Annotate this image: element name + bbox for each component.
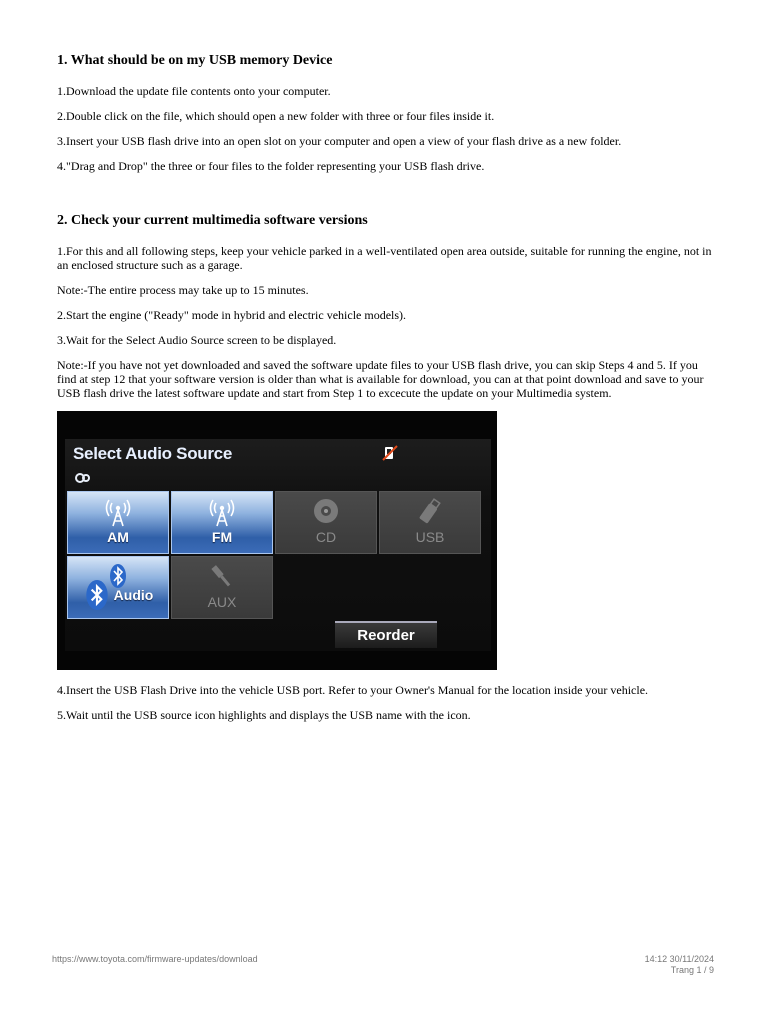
source-tile-label: FM — [211, 529, 233, 545]
disc-icon — [312, 497, 340, 527]
source-tile-bluetooth-audio[interactable] — [67, 556, 169, 619]
section2-note-2: Note:-If you have not yet downloaded and saved the software update files to your USB flash drive, you can skip Steps 4 and 5. If you find at step 12 that your software version is older than what is available for download, you can at that point download and save to your USB flash drive the latest software update and start from Step 1 to excecute the update on your Multimedia system. — [57, 358, 704, 400]
section-spacer — [57, 184, 713, 212]
section1-step-3: 3.Insert your USB flash drive into an open slot on your computer and open a view of your flash drive as a new folder. — [57, 134, 622, 148]
document-content — [57, 52, 713, 733]
section1-heading: 1. What should be on my USB memory Device — [57, 53, 333, 68]
screen-title: Select Audio Source — [73, 444, 232, 463]
source-tile-usb[interactable] — [379, 491, 481, 554]
section1-step-4: 4."Drag and Drop" the three or four files to the folder representing your USB flash drive. — [57, 159, 485, 173]
section2-step-3: 3.Wait for the Select Audio Source screen to be displayed. — [57, 333, 337, 347]
audio-source-screenshot — [57, 411, 497, 670]
section2-step-5: 5.Wait until the USB source icon highlights and displays the USB name with the icon. — [57, 708, 471, 722]
connection-icon — [75, 471, 91, 485]
footer-meta — [645, 954, 714, 976]
source-tile-fm[interactable] — [171, 491, 273, 554]
radio-tower-icon — [104, 497, 132, 527]
footer-datetime: 14:12 30/11/2024 — [644, 954, 714, 964]
section2-step-1: 1.For this and all following steps, keep your vehicle parked in a well-ventilated open area outside, suitable for running the engine, not in an enclosed structure such as a garage. — [57, 244, 712, 272]
source-tile-label: AUX — [207, 594, 237, 610]
source-tile-am[interactable] — [67, 491, 169, 554]
phone-muted-icon — [381, 444, 399, 462]
source-tile-cd[interactable] — [275, 491, 377, 554]
source-tile-label — [83, 580, 154, 610]
source-tile-label: CD — [315, 529, 337, 545]
bluetooth-small-icon — [83, 580, 111, 610]
source-tile-label: USB — [415, 529, 445, 545]
section2-heading: 2. Check your current multimedia software versions — [57, 213, 368, 228]
head-unit-display — [65, 439, 491, 651]
section2-step-2: 2.Start the engine ("Ready" mode in hybrid and electric vehicle models). — [57, 308, 407, 322]
usb-drive-icon — [416, 497, 444, 527]
footer-url: https://www.toyota.com/firmware-updates/download — [52, 954, 258, 964]
radio-tower-icon — [208, 497, 236, 527]
section2-step-4: 4.Insert the USB Flash Drive into the vehicle USB port. Refer to your Owner's Manual for the location inside your vehicle. — [57, 683, 649, 697]
source-tile-text: Audio — [113, 587, 154, 603]
footer-page-number: Trang 1 / 9 — [670, 965, 714, 975]
reorder-button[interactable]: Reorder — [335, 621, 437, 648]
source-tile-aux[interactable] — [171, 556, 273, 619]
section1-step-1: 1.Download the update file contents onto your computer. — [57, 84, 331, 98]
section2-note-1: Note:-The entire process may take up to 15 minutes. — [57, 283, 309, 297]
section1-step-2: 2.Double click on the file, which should open a new folder with three or four files inside it. — [57, 109, 495, 123]
source-tile-label: AM — [107, 529, 129, 545]
aux-cable-icon — [208, 562, 236, 592]
